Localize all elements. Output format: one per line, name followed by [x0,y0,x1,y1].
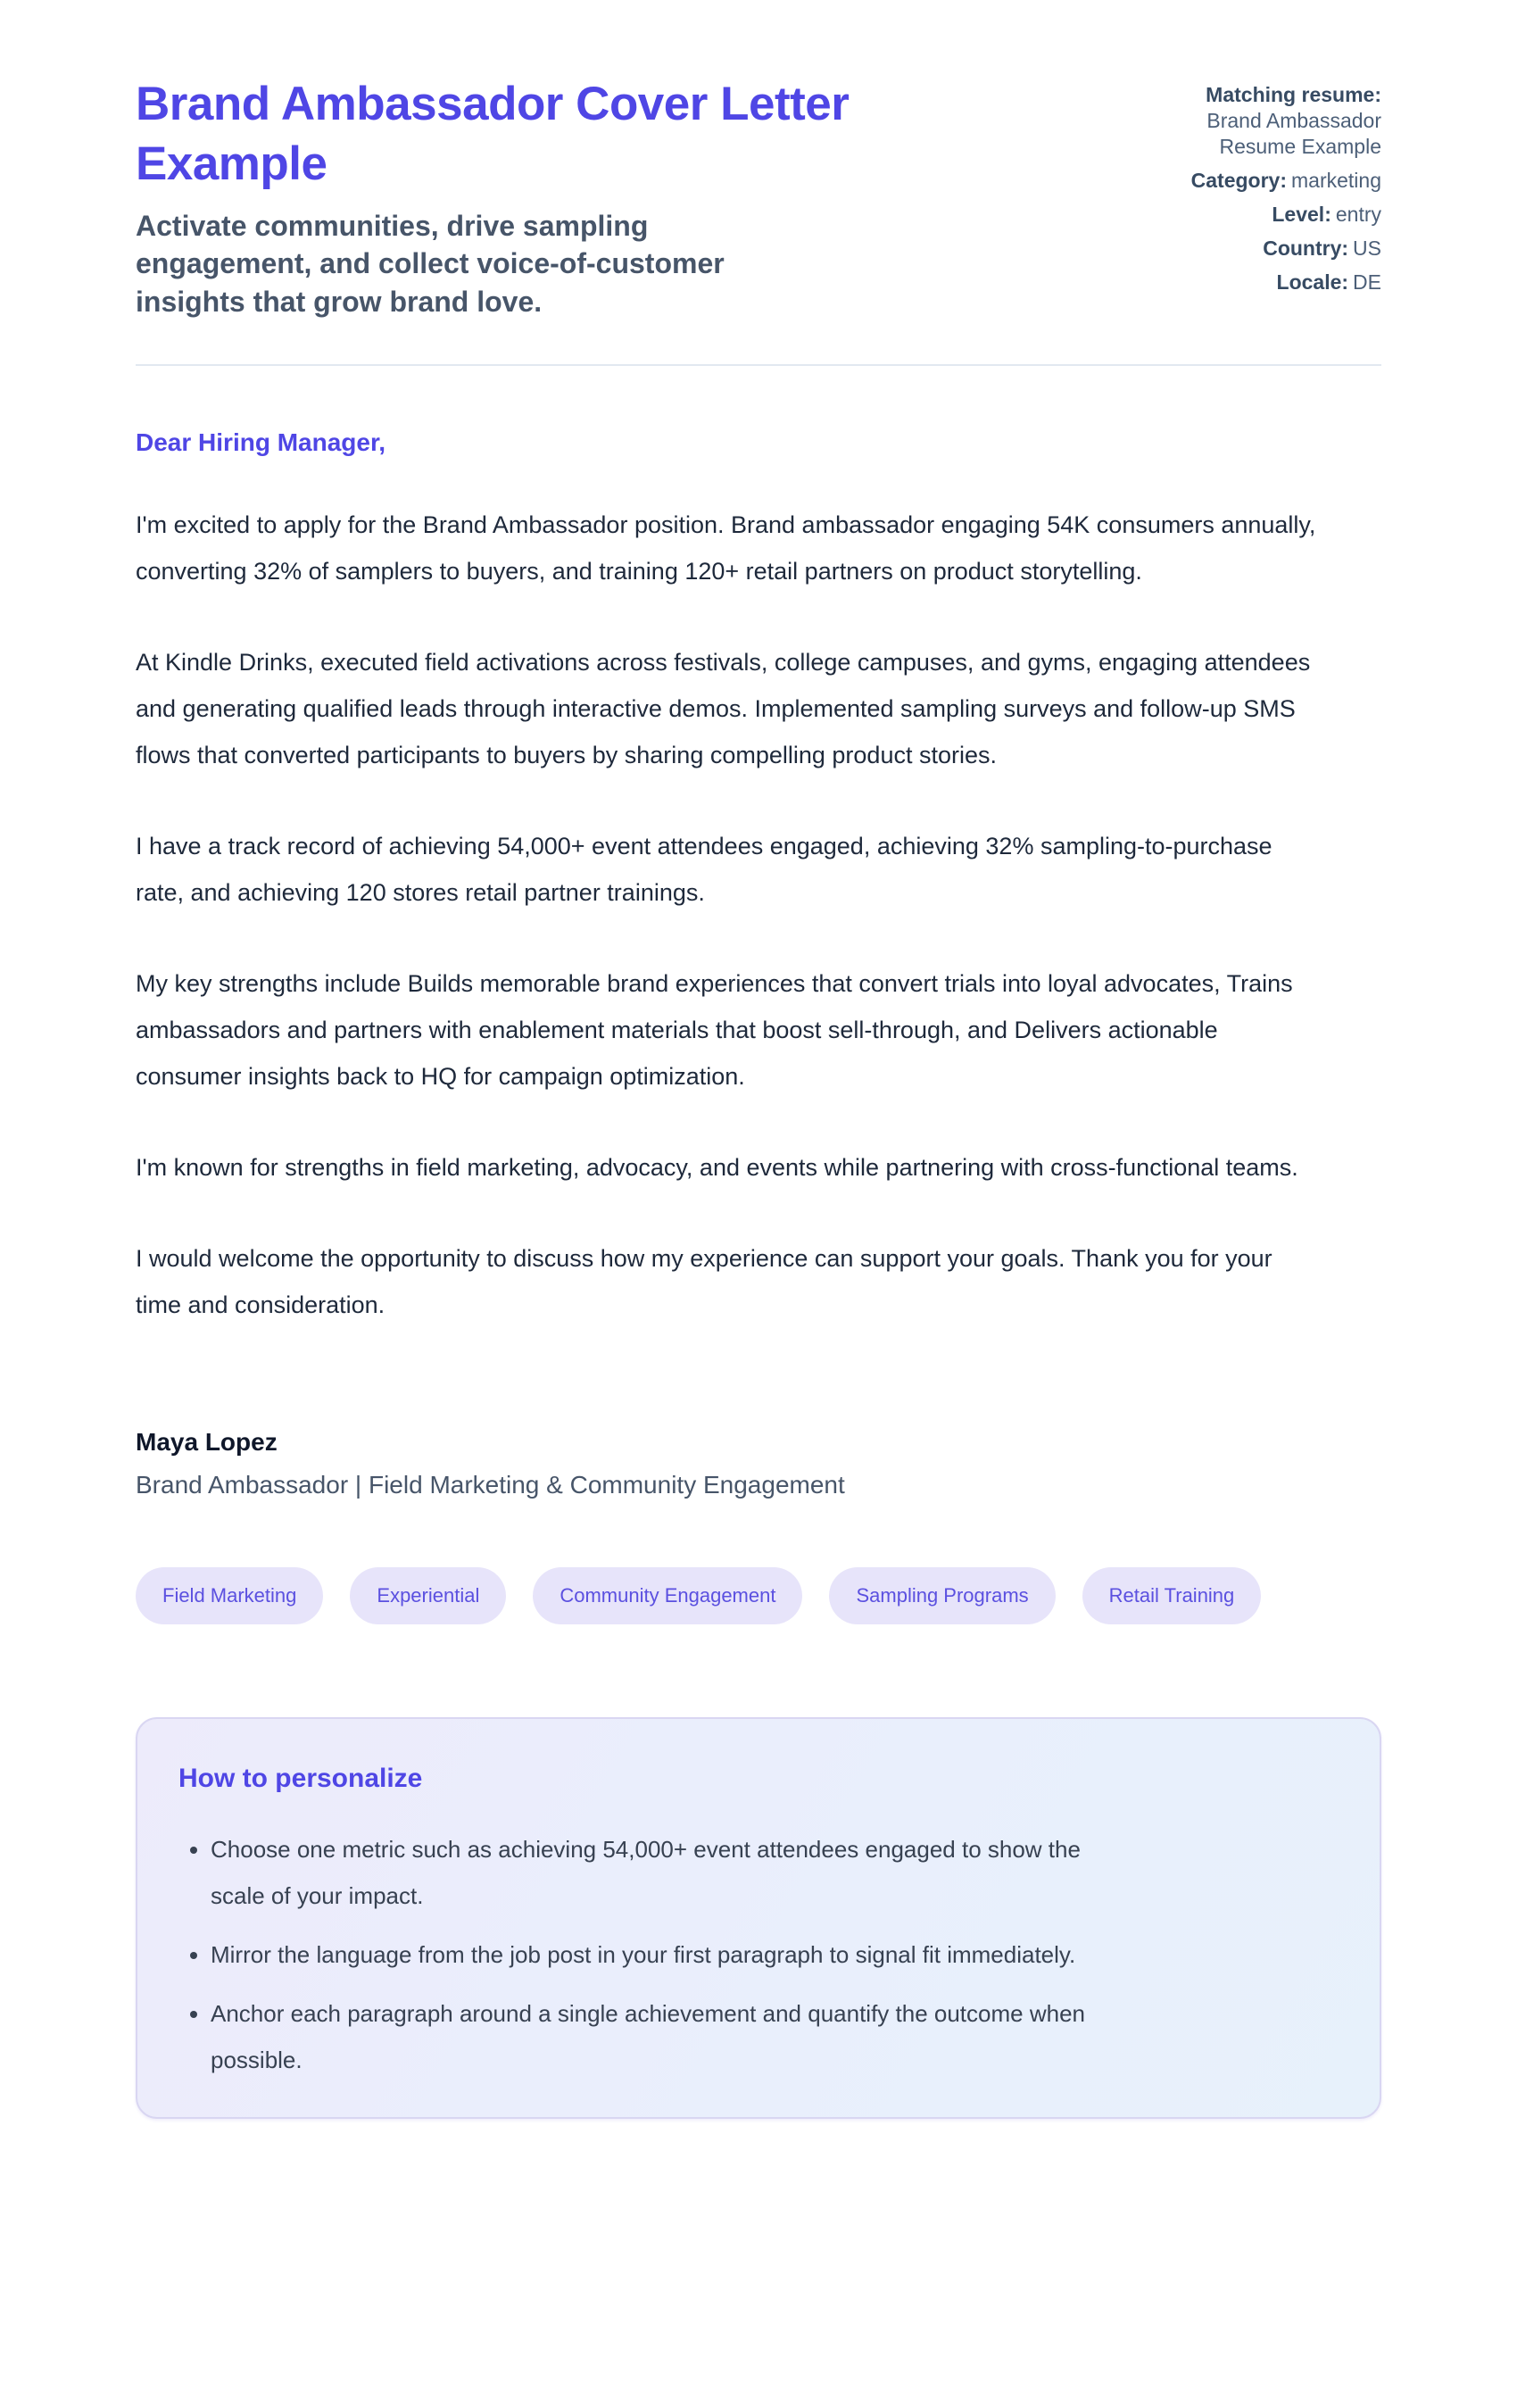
letter-paragraph: I would welcome the opportunity to discuss how my experience can support your goals. Thank you for your time and consideration. [136,1245,1272,1319]
page-title: Brand Ambassador Cover Letter Example [136,78,850,190]
meta-row-country [1105,236,1381,262]
tag-pill-experiential: Experiential [350,1567,506,1624]
page-subtitle: Activate communities, drive sampling engagement, and collect voice-of-customer insights that grow brand love. [136,209,725,319]
meta-matching-resume-label: Matching resume: [1206,83,1381,106]
tag-pill-field-marketing: Field Marketing [136,1567,323,1624]
meta-category-value: marketing [1291,168,1381,192]
meta-level-value: entry [1335,202,1381,226]
tips-list [178,1826,1337,2083]
tag-pill-retail-training: Retail Training [1082,1567,1262,1624]
meta-matching-resume-value: Brand Ambassador Resume Example [1206,108,1381,158]
letter-paragraph: I'm excited to apply for the Brand Ambassador position. Brand ambassador engaging 54K consumers annually, converting 32% of samplers to buyers, and training 120+ retail partners on product storytelling. [136,511,1316,585]
page-header [136,75,1381,321]
letter-paragraph: At Kindle Drinks, executed field activations across festivals, college campuses, and gyms, engaging attendees and generating qualified leads through interactive demos. Implemented sampling surveys and follow-up SMS flows that converted participants to buyers by sharing compelling product stories. [136,649,1311,769]
tag-pill-sampling-programs: Sampling Programs [829,1567,1055,1624]
signature-block [136,1428,1381,1499]
tips-heading: How to personalize [178,1764,423,1794]
letter-body [136,428,1381,1499]
header-title-block [136,75,1037,321]
letter-paragraph: I have a track record of achieving 54,000+ event attendees engaged, achieving 32% sampling-to-purchase rate, and achieving 120 stores retail partner trainings. [136,833,1272,907]
signature-role: Brand Ambassador | Field Marketing & Community Engagement [136,1471,845,1499]
meta-row-matching-resume [1105,82,1381,160]
meta-category-label: Category: [1190,168,1288,192]
divider [136,364,1381,366]
tips-box [136,1717,1381,2119]
tip-item: • Choose one metric such as achieving 54,000+ event attendees engaged to show the scale of your impact. [211,1826,1139,1919]
tip-item: • Mirror the language from the job post in your first paragraph to signal fit immediately. [211,1931,1139,1978]
tag-list [136,1567,1381,1624]
meta-locale-label: Locale: [1276,270,1349,294]
meta-country-value: US [1353,236,1381,260]
meta-row-level [1105,202,1381,228]
tip-item: • Anchor each paragraph around a single achievement and quantify the outcome when possible. [211,1990,1139,2083]
tag-pill-community-engagement: Community Engagement [533,1567,802,1624]
greeting: Dear Hiring Manager, [136,428,386,457]
meta-country-label: Country: [1263,236,1349,260]
meta-level-label: Level: [1272,202,1331,226]
signature-name: Maya Lopez [136,1428,278,1457]
letter-paragraph: I'm known for strengths in field marketing, advocacy, and events while partnering with cross-functional teams. [136,1154,1298,1182]
meta-locale-value: DE [1353,270,1381,294]
meta-panel [1105,75,1381,321]
letter-paragraph: My key strengths include Builds memorable brand experiences that convert trials into loyal advocates, Trains ambassadors and partners with enablement materials that boost sell-through, and Delivers actionable consumer insights back to HQ for campaign optimization. [136,970,1293,1091]
meta-row-category [1105,168,1381,194]
meta-row-locale [1105,270,1381,295]
